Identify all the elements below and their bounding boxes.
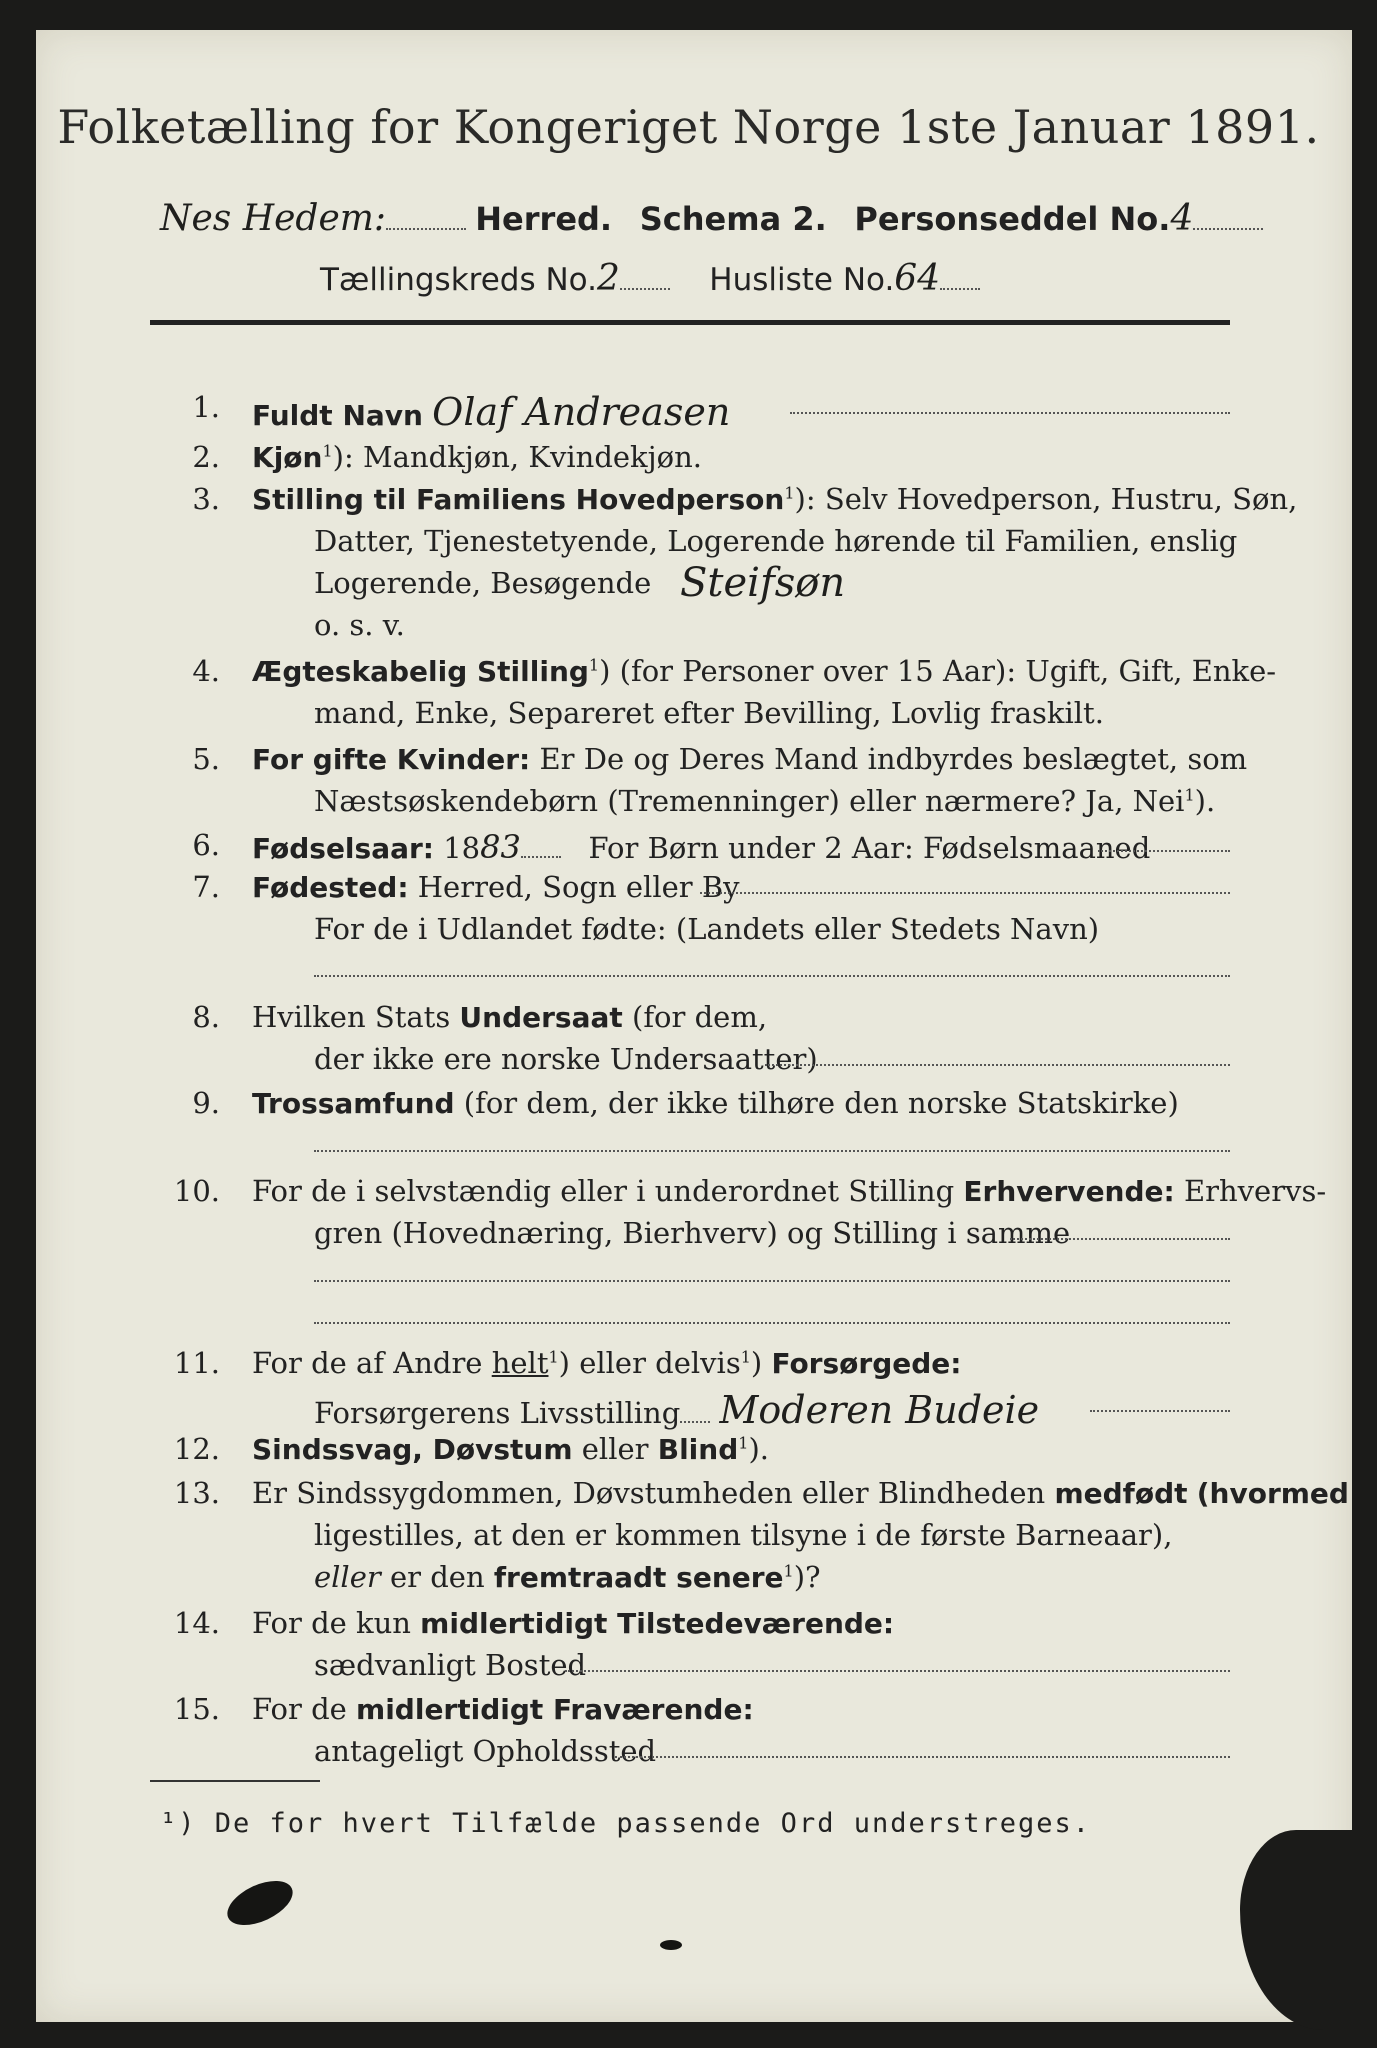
dotline [790, 412, 1230, 414]
dotline [615, 1756, 1230, 1758]
item-2-options: Mandkjøn, Kvindekjøn. [362, 440, 702, 474]
item-1-label: Fuldt Navn [252, 399, 423, 432]
item-1-number: 1. [192, 390, 220, 424]
dots [620, 288, 670, 290]
item-4-label: Ægteskabelig Stilling [252, 655, 589, 688]
dotline [314, 975, 1230, 977]
taellingskreds-line [320, 258, 980, 299]
herred-label: Herred. [475, 200, 613, 238]
item-8-text1: Hvilken Stats [252, 1000, 451, 1034]
item-10-text1: For de i selvstændig eller i underordnet Stilling [252, 1174, 955, 1208]
herred-line [160, 198, 1263, 239]
item-3-number: 3. [192, 482, 220, 516]
item-7-text1: Herred, Sogn eller By [417, 870, 740, 904]
item-13-line1 [252, 1476, 1349, 1510]
item-1-value: Olaf Andreasen [432, 390, 731, 434]
item-4-text1: (for Personer over 15 Aar): Ugift, Gift, Enke- [619, 654, 1277, 688]
item-12-line: Sindssvag, Døvstum eller Blind$^1$). [252, 1432, 769, 1466]
item-4-line1: Ægteskabelig Stilling$^1$) (for Personer over 15 Aar): Ugift, Gift, Enke- [252, 654, 1277, 688]
item-12-text: eller [581, 1432, 649, 1466]
item-4-number: 4. [192, 654, 220, 688]
dotline [314, 1322, 1230, 1324]
form-title: Folketælling for Kongeriget Norge 1ste Januar 1891. [57, 100, 1320, 154]
item-14-line1 [252, 1606, 894, 1640]
item-10-number: 10. [173, 1174, 220, 1208]
item-6-label: Fødselsaar: [252, 832, 434, 865]
item-10-line1 [252, 1174, 1326, 1208]
item-9-label: Trossamfund [252, 1087, 455, 1120]
husliste-value: 64 [894, 258, 941, 299]
item-13-label-b: (hvormed [1196, 1477, 1349, 1510]
schema-label: Schema 2. [639, 200, 827, 238]
item-7-number: 7. [192, 870, 220, 904]
item-12-label2: Blind [657, 1433, 739, 1466]
footnote: ¹) De for hvert Tilfælde passende Ord understreges. [160, 1808, 1092, 1839]
personseddel-value: 4 [1170, 198, 1194, 239]
item-14-text1: For de kun [252, 1606, 411, 1640]
item-5-line1 [252, 742, 1247, 776]
dotline [1098, 850, 1230, 852]
item-2-line: Kjøn$^1$): Mandkjøn, Kvindekjøn. [252, 440, 702, 474]
item-3-label: Stilling til Familiens Hovedperson [252, 483, 785, 516]
item-3-text1: Selv Hovedperson, Hustru, Søn, [824, 482, 1298, 516]
item-8-text2: der ikke ere norske Undersaatter) [314, 1042, 818, 1076]
taellingskreds-value: 2 [596, 258, 620, 299]
item-10-label: Erhvervende: [963, 1175, 1175, 1208]
item-11-label: Forsørgede: [771, 1347, 962, 1380]
ink-stain [660, 1940, 682, 1950]
dotline [700, 892, 1230, 894]
item-5-line2: Næstsøskendebørn (Tremenninger) eller nærmere? Ja, Nei$^1$). [314, 784, 1216, 818]
dots [521, 856, 561, 858]
item-13-label: medfødt [1054, 1477, 1188, 1510]
item-8-text1b: (for dem, [632, 1000, 768, 1034]
item-13-text3a: eller [314, 1560, 381, 1594]
item-3-text2: Datter, Tjenestetyende, Logerende hørende til Familien, enslig [314, 524, 1238, 558]
dotline [1090, 1410, 1230, 1412]
item-13-number: 13. [173, 1476, 220, 1510]
item-7-label: Fødested: [252, 871, 409, 904]
item-12-label: Sindssvag, Døvstum [252, 1433, 573, 1466]
item-5-label: For gifte Kvinder: [252, 743, 531, 776]
item-11-line2 [314, 1388, 1039, 1432]
item-9-number: 9. [192, 1086, 220, 1120]
item-9-line [252, 1086, 1179, 1120]
item-6-line [252, 828, 1150, 866]
item-11-line1: For de af Andre helt$^1$) eller delvis$^1$) Forsørgede: [252, 1346, 962, 1380]
item-12-number: 12. [173, 1432, 220, 1466]
taellingskreds-label: Tællingskreds No. [320, 262, 597, 298]
item-11-text1b: helt [491, 1346, 549, 1380]
item-6-text: For Børn under 2 Aar: Fødselsmaaned [588, 831, 1151, 865]
item-15-text1: For de [252, 1692, 347, 1726]
item-3-text3: Logerende, Besøgende [314, 566, 652, 600]
item-3-line1: Stilling til Familiens Hovedperson$^1$): Selv Hovedperson, Hustru, Søn, [252, 482, 1298, 516]
item-3-value: Steifsøn [680, 560, 846, 606]
item-6-prefix: 18 [443, 831, 481, 865]
item-8-label: Undersaat [459, 1001, 623, 1034]
dots [1193, 228, 1263, 230]
item-11-text1c: eller delvis [579, 1346, 741, 1380]
item-5-number: 5. [192, 742, 220, 776]
item-15-label: midlertidigt Fraværende: [356, 1693, 754, 1726]
herred-value: Nes Hedem: [160, 198, 387, 239]
item-11-value: Moderen Budeie [719, 1388, 1040, 1432]
personseddel-label: Personseddel No. [854, 200, 1171, 238]
dots [940, 288, 980, 290]
dots [680, 1421, 710, 1423]
footnote-rule [150, 1780, 320, 1782]
item-14-label: midlertidigt Tilstedeværende: [420, 1607, 895, 1640]
item-10-text2: gren (Hovednæring, Bierhverv) og Stilling i samme [314, 1216, 1071, 1250]
item-13-text1: Er Sindssygdommen, Døvstumheden eller Blindheden [252, 1476, 1046, 1510]
dotline [565, 1670, 1230, 1672]
dotline [1010, 1238, 1230, 1240]
item-13-text2: ligestilles, at den er kommen tilsyne i de første Barneaar), [314, 1518, 1173, 1552]
item-6-value: 83 [480, 828, 521, 866]
item-8-number: 8. [192, 1000, 220, 1034]
item-6-number: 6. [192, 828, 220, 862]
item-4-text2: mand, Enke, Separeret efter Bevilling, Lovlig fraskilt. [314, 696, 1104, 730]
item-11-text2: Forsørgerens Livsstilling [314, 1396, 681, 1430]
item-3-text4: o. s. v. [314, 608, 405, 642]
item-15-number: 15. [173, 1692, 220, 1726]
item-13-label2: fremtraadt senere [493, 1561, 784, 1594]
dotline [314, 1280, 1230, 1282]
item-2-number: 2. [192, 440, 220, 474]
item-5-text2: Næstsøskendebørn (Tremenninger) eller nærmere? Ja, Nei [314, 784, 1185, 818]
item-15-line1 [252, 1692, 754, 1726]
item-14-text2: sædvanligt Bosted [314, 1648, 587, 1682]
item-10-text1b: Erhvervs- [1183, 1174, 1327, 1208]
item-11-text1: For de af Andre [252, 1346, 483, 1380]
item-7-text2: For de i Udlandet fødte: (Landets eller Stedets Navn) [314, 912, 1100, 946]
item-13-text3c: )? [793, 1560, 821, 1594]
item-13-text3b: er den [389, 1560, 485, 1594]
item-1-line [252, 390, 730, 434]
dots [386, 228, 466, 230]
dotline [314, 1150, 1230, 1152]
item-7-line1 [252, 870, 740, 904]
item-2-label: Kjøn [252, 441, 323, 474]
dotline [765, 1064, 1230, 1066]
item-5-text1: Er De og Deres Mand indbyrdes beslægtet, som [539, 742, 1248, 776]
item-15-text2: antageligt Opholdssted [314, 1734, 657, 1768]
husliste-label: Husliste No. [709, 262, 895, 298]
item-9-text: (for dem, der ikke tilhøre den norske Statskirke) [463, 1086, 1179, 1120]
item-13-line3: eller er den fremtraadt senere$^1$)? [314, 1560, 821, 1594]
item-8-line1 [252, 1000, 767, 1034]
header-rule [150, 320, 1230, 325]
item-11-number: 11. [173, 1346, 220, 1380]
item-14-number: 14. [173, 1606, 220, 1640]
